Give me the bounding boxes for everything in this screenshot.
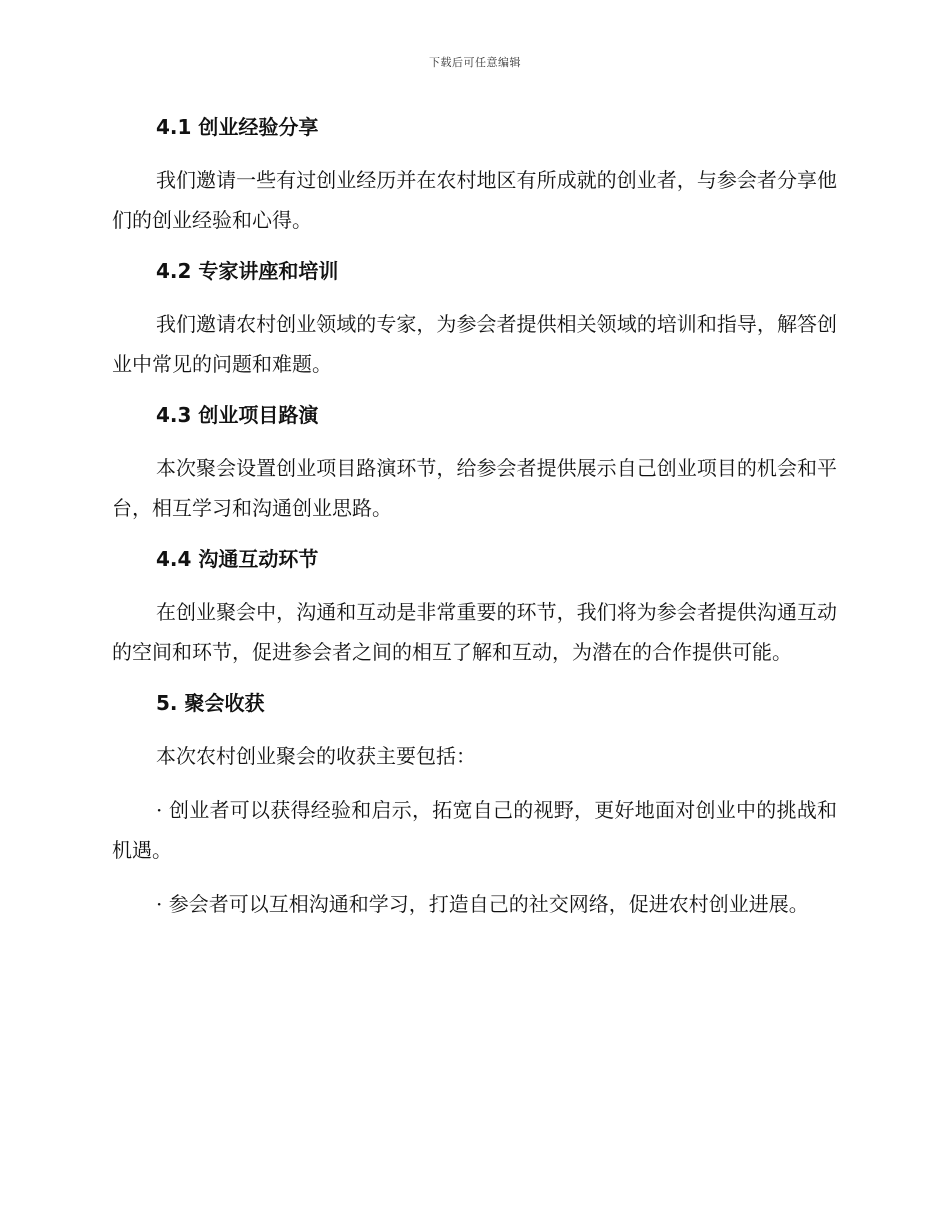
bullet-item-1: · 创业者可以获得经验和启示，拓宽自己的视野，更好地面对创业中的挑战和机遇。 — [112, 798, 837, 862]
bullet-item-2: · 参会者可以互相沟通和学习，打造自己的社交网络，促进农村创业进展。 — [156, 892, 809, 916]
section-heading-4-4: 4.4 沟通互动环节 — [156, 547, 319, 571]
section-heading-4-2: 4.2 专家讲座和培训 — [156, 259, 339, 283]
section-intro-5: 本次农村创业聚会的收获主要包括： — [156, 744, 476, 768]
page-header: 下载后可任意编辑 — [429, 56, 521, 69]
section-paragraph-4-3: 本次聚会设置创业项目路演环节，给参会者提供展示自己创业项目的机会和平台，相互学习和沟通创业思路。 — [112, 456, 837, 520]
section-paragraph-4-2: 我们邀请农村创业领域的专家，为参会者提供相关领域的培训和指导，解答创业中常见的问题和难题。 — [112, 312, 837, 376]
section-heading-4-1: 4.1 创业经验分享 — [156, 115, 319, 139]
section-paragraph-4-4: 在创业聚会中，沟通和互动是非常重要的环节，我们将为参会者提供沟通互动的空间和环节，促进参会者之间的相互了解和互动，为潜在的合作提供可能。 — [112, 600, 837, 664]
section-heading-4-3: 4.3 创业项目路演 — [156, 403, 319, 427]
section-paragraph-4-1: 我们邀请一些有过创业经历并在农村地区有所成就的创业者，与参会者分享他们的创业经验和心得。 — [112, 168, 837, 232]
section-heading-5: 5. 聚会收获 — [156, 691, 265, 715]
document-body — [112, 110, 837, 938]
